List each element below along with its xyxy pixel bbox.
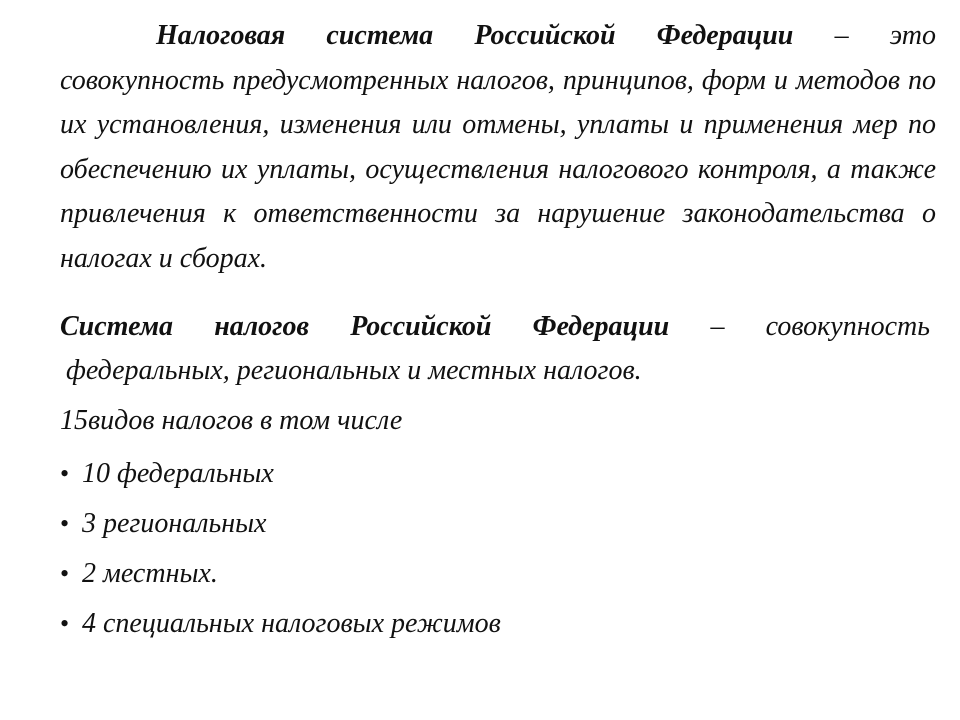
tax-list-term-word-4: Федерации xyxy=(532,311,670,342)
list-item-text: 3 региональных xyxy=(82,508,267,539)
list-item xyxy=(60,499,936,549)
tax-list-definition xyxy=(60,305,930,393)
list-item-text: 2 местных. xyxy=(82,558,218,589)
list-item xyxy=(60,549,936,599)
tax-list-term-word-2: налогов xyxy=(214,311,309,342)
bullet-icon: • xyxy=(60,559,70,588)
tax-list-term-word-3: Российской xyxy=(350,311,492,342)
tax-list-first-word: совокупность xyxy=(765,311,930,342)
tax-bullet-list xyxy=(60,449,936,649)
list-item xyxy=(60,599,936,649)
bullet-icon: • xyxy=(60,609,70,638)
list-item-text: 10 федеральных xyxy=(82,458,274,489)
bullet-icon: • xyxy=(60,459,70,488)
tax-list-term-word-1: Система xyxy=(60,311,173,342)
tax-system-definition-text: – это совокупность предусмотренных налогов, принципов, форм и методов по их установления, изменения или отмены, уплаты и применения мер по обеспечению их уплаты, осуществления налогового контроля, а также привлечения к ответственности за нарушение законодательства о налогах и сборах. xyxy=(60,20,937,274)
list-item-text: 4 специальных налоговых режимов xyxy=(82,608,501,639)
tax-list-definition-line xyxy=(60,305,930,349)
list-item xyxy=(60,449,936,499)
tax-list-dash: – xyxy=(710,311,725,342)
tax-system-definition xyxy=(60,14,936,281)
tax-system-term: Налоговая система Российской Федерации xyxy=(156,20,794,51)
tax-count-line: 15видов налогов в том числе xyxy=(60,405,403,436)
tax-list-definition-text: федеральных, региональных и местных налогов. xyxy=(66,355,642,386)
bullet-icon: • xyxy=(60,509,70,538)
